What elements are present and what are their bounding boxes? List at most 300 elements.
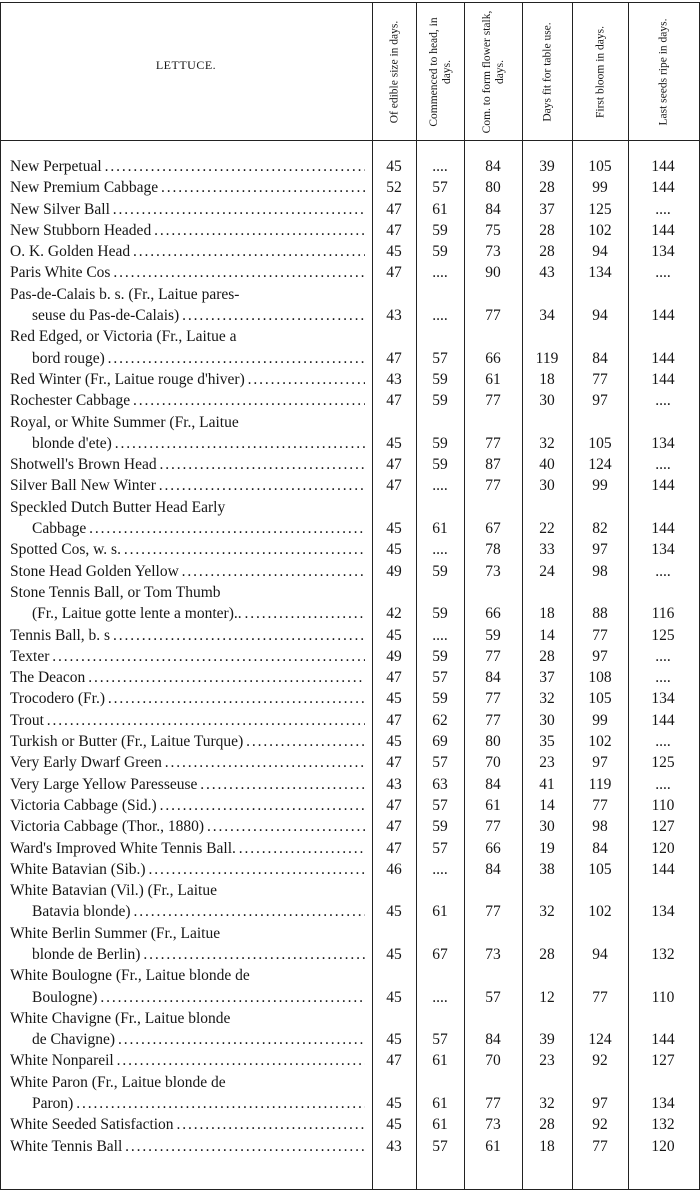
value-cell: 110 (651, 796, 675, 814)
variety-name (10, 859, 365, 880)
value-cell: 47 (386, 754, 402, 772)
variety-name (10, 1050, 365, 1071)
value-cell: 77 (592, 988, 608, 1006)
value-cell: .... (432, 541, 448, 559)
value-cell: 57 (432, 349, 448, 367)
value-cell: 12 (539, 988, 555, 1006)
value-cell: 47 (386, 669, 402, 687)
leader-dots (158, 179, 365, 196)
leader-dots (151, 222, 365, 239)
value-cell: 47 (386, 456, 402, 474)
variety-name-line: Boulogne) (32, 988, 98, 1006)
value-cell: 28 (539, 179, 555, 197)
variety-name (10, 262, 365, 283)
variety-name (10, 497, 365, 540)
value-cell: 92 (592, 1052, 608, 1070)
value-cell: 18 (539, 605, 555, 623)
value-cell: 84 (485, 669, 501, 687)
variety-name-line: (Fr., Laitue gotte lente a monter).. (32, 605, 242, 623)
value-cell: 108 (588, 669, 612, 687)
value-cell: 34 (539, 307, 555, 325)
value-cell: 61 (432, 200, 448, 218)
value-cell: 57 (432, 754, 448, 772)
variety-name (10, 923, 365, 966)
variety-name (10, 284, 365, 327)
value-cell: .... (432, 626, 448, 644)
variety-name-line: Paron) (32, 1095, 74, 1113)
value-cell: 77 (485, 477, 501, 495)
column-header: Days fit for table use. (541, 22, 553, 122)
leader-dots (162, 754, 365, 771)
value-cell: 119 (535, 349, 559, 367)
value-cell: 119 (588, 775, 612, 793)
variety-name-line: White Paron (Fr., Laitue blonde de (10, 1073, 226, 1091)
value-cell: 61 (432, 1116, 448, 1134)
value-cell: 134 (651, 690, 675, 708)
value-cell: 59 (485, 626, 501, 644)
value-cell: 144 (651, 179, 675, 197)
value-cell: 45 (386, 1095, 402, 1113)
value-cell: 19 (539, 839, 555, 857)
variety-name-line: Red Edged, or Victoria (Fr., Laitue a (10, 328, 237, 346)
leader-dots (44, 712, 365, 729)
value-cell: 14 (539, 626, 555, 644)
value-cell: 77 (485, 690, 501, 708)
value-cell: 57 (432, 179, 448, 197)
value-cell: 105 (588, 860, 612, 878)
value-cell: 73 (485, 243, 501, 261)
value-cell: 47 (386, 200, 402, 218)
value-cell: 47 (386, 264, 402, 282)
variety-name (10, 646, 365, 667)
variety-name-line: Pas-de-Calais b. s. (Fr., Laitue pares- (10, 285, 240, 303)
value-cell: 59 (432, 562, 448, 580)
value-cell: 124 (588, 456, 612, 474)
value-cell: 134 (651, 903, 675, 921)
variety-name-line: White Seeded Satisfaction (10, 1116, 174, 1134)
value-cell: .... (655, 647, 671, 665)
value-cell: 70 (485, 1052, 501, 1070)
table-row (0, 1114, 700, 1135)
variety-name-line: Royal, or White Summer (Fr., Laitue (10, 413, 239, 431)
leader-dots (110, 627, 365, 644)
leader-dots (86, 520, 365, 537)
table-row (0, 369, 700, 390)
value-cell: 125 (651, 626, 675, 644)
value-cell: .... (655, 264, 671, 282)
value-cell: 110 (651, 988, 675, 1006)
variety-name (10, 561, 365, 582)
value-cell: 132 (651, 1116, 675, 1134)
value-cell: 52 (386, 179, 402, 197)
leader-dots (179, 307, 365, 324)
value-cell: 30 (539, 392, 555, 410)
value-cell: 32 (539, 690, 555, 708)
table-row (0, 454, 700, 475)
value-cell: 61 (432, 903, 448, 921)
value-cell: 66 (485, 605, 501, 623)
value-cell: 46 (386, 860, 402, 878)
table-row (0, 774, 700, 795)
value-cell: 45 (386, 988, 402, 1006)
table-row (0, 816, 700, 837)
variety-name (10, 816, 365, 837)
value-cell: 59 (432, 818, 448, 836)
leader-dots (97, 989, 365, 1006)
table-row (0, 390, 700, 411)
value-cell: 43 (539, 264, 555, 282)
table-row (0, 710, 700, 731)
value-cell: 75 (485, 221, 501, 239)
value-cell: .... (432, 860, 448, 878)
variety-name (10, 369, 365, 390)
variety-name-line: Victoria Cabbage (Thor., 1880) (10, 818, 205, 836)
variety-name (10, 1114, 365, 1135)
value-cell: 47 (386, 1052, 402, 1070)
value-cell: 134 (588, 264, 612, 282)
value-cell: 84 (485, 200, 501, 218)
value-cell: 22 (539, 520, 555, 538)
value-cell: 45 (386, 626, 402, 644)
variety-name-line: Spotted Cos, w. s. (10, 541, 121, 559)
value-cell: 127 (651, 818, 675, 836)
value-cell: 90 (485, 264, 501, 282)
value-cell: 125 (588, 200, 612, 218)
value-cell: 78 (485, 541, 501, 559)
variety-name (10, 1136, 365, 1157)
value-cell: 125 (651, 754, 675, 772)
variety-name-line: O. K. Golden Head (10, 243, 131, 261)
value-cell: 77 (592, 796, 608, 814)
value-cell: 35 (539, 733, 555, 751)
value-cell: 94 (592, 243, 608, 261)
table-row (0, 625, 700, 646)
leader-dots (114, 1052, 365, 1069)
variety-name-line: Stone Tennis Ball, or Tom Thumb (10, 583, 221, 601)
value-cell: 45 (386, 520, 402, 538)
value-cell: 134 (651, 1095, 675, 1113)
value-cell: 30 (539, 477, 555, 495)
value-cell: 67 (432, 945, 448, 963)
variety-name (10, 965, 365, 1008)
variety-name-line: Speckled Dutch Butter Head Early (10, 498, 226, 516)
value-cell: .... (655, 775, 671, 793)
value-cell: 102 (588, 903, 612, 921)
value-cell: 77 (485, 307, 501, 325)
variety-name (10, 1072, 365, 1115)
variety-name (10, 412, 365, 455)
leader-dots (130, 243, 365, 260)
variety-name-line: blonde d'ete) (32, 434, 112, 452)
value-cell: 57 (432, 796, 448, 814)
value-cell: 59 (432, 392, 448, 410)
value-cell: .... (432, 307, 448, 325)
value-cell: 47 (386, 711, 402, 729)
value-cell: 61 (432, 520, 448, 538)
value-cell: 84 (485, 860, 501, 878)
value-cell: 144 (651, 158, 675, 175)
leader-dots (49, 648, 365, 665)
value-cell: 77 (592, 370, 608, 388)
value-cell: 144 (651, 221, 675, 239)
value-cell: 45 (386, 903, 402, 921)
variety-name (10, 710, 365, 731)
table-row (0, 561, 700, 582)
variety-name-line: Ward's Improved White Tennis Ball. (10, 839, 236, 857)
value-cell: 39 (539, 1031, 555, 1049)
variety-name-line: Rochester Cabbage (10, 392, 131, 410)
variety-name (10, 752, 365, 773)
variety-name-line: New Stubborn Headed (10, 221, 152, 239)
table-row (0, 220, 700, 241)
bottom-rule (0, 1189, 700, 1190)
value-cell: 28 (539, 221, 555, 239)
value-cell: 77 (485, 392, 501, 410)
variety-name (10, 326, 365, 369)
value-cell: 39 (539, 158, 555, 175)
value-cell: 77 (485, 711, 501, 729)
value-cell: 59 (432, 434, 448, 452)
value-cell: 82 (592, 520, 608, 538)
table-row (0, 326, 700, 369)
value-cell: 66 (485, 839, 501, 857)
value-cell: 47 (386, 818, 402, 836)
variety-name-line: Victoria Cabbage (Sid.) (10, 796, 157, 814)
leader-dots (85, 669, 365, 686)
variety-name-line: Cabbage (32, 520, 87, 538)
variety-name-line: White Boulogne (Fr., Laitue blonde de (10, 967, 250, 985)
value-cell: 18 (539, 370, 555, 388)
value-cell: .... (432, 158, 448, 175)
value-cell: 41 (539, 775, 555, 793)
table-row (0, 1136, 700, 1157)
variety-name-line: Stone Head Golden Yellow (10, 562, 179, 580)
table-row (0, 965, 700, 1008)
value-cell: 124 (588, 1031, 612, 1049)
value-cell: 47 (386, 392, 402, 410)
value-cell: 57 (432, 839, 448, 857)
value-cell: 77 (592, 1137, 608, 1155)
value-cell: 30 (539, 711, 555, 729)
value-cell: 120 (651, 839, 675, 857)
value-cell: 97 (592, 647, 608, 665)
value-cell: 32 (539, 434, 555, 452)
value-cell: 28 (539, 647, 555, 665)
value-cell: 77 (485, 647, 501, 665)
value-cell: 61 (432, 1095, 448, 1113)
leader-dots (110, 264, 365, 281)
value-cell: 57 (485, 988, 501, 1006)
value-cell: 59 (432, 647, 448, 665)
value-cell: 144 (651, 860, 675, 878)
value-cell: 45 (386, 434, 402, 452)
table-row (0, 412, 700, 455)
table-row (0, 667, 700, 688)
value-cell: 42 (386, 605, 402, 623)
variety-name (10, 731, 365, 752)
variety-name-line: White Batavian (Vil.) (Fr., Laitue (10, 882, 217, 900)
value-cell: 43 (386, 1137, 402, 1155)
leader-dots (115, 1031, 365, 1048)
value-cell: 69 (432, 733, 448, 751)
leader-dots (174, 1116, 365, 1133)
variety-name-line: de Chavigne) (32, 1031, 116, 1049)
variety-name-line: Texter (10, 647, 50, 665)
value-cell: 32 (539, 1095, 555, 1113)
value-cell: 62 (432, 711, 448, 729)
value-cell: .... (432, 988, 448, 1006)
value-cell: 80 (485, 733, 501, 751)
value-cell: 61 (485, 370, 501, 388)
column-header: Last seeds ripe in days. (657, 18, 670, 126)
value-cell: .... (432, 477, 448, 495)
value-cell: 84 (485, 775, 501, 793)
leader-dots (110, 201, 365, 218)
table-row (0, 688, 700, 709)
value-cell: 144 (651, 349, 675, 367)
value-cell: 40 (539, 456, 555, 474)
variety-name-line: Trocodero (Fr.) (10, 690, 106, 708)
variety-name-line: White Batavian (Sib.) (10, 860, 146, 878)
value-cell: 144 (651, 307, 675, 325)
value-cell: 59 (432, 690, 448, 708)
value-cell: 94 (592, 945, 608, 963)
column-header: Com. to form flower stalk, days. (480, 10, 506, 134)
column-header: Commenced to head, in days. (427, 17, 453, 127)
column-header: Of edible size in days. (388, 20, 400, 124)
value-cell: 63 (432, 775, 448, 793)
leader-dots (105, 350, 365, 367)
table-row (0, 177, 700, 198)
variety-name-line: New Perpetual (10, 158, 102, 175)
variety-name-line: The Deacon (10, 669, 86, 687)
value-cell: 45 (386, 243, 402, 261)
value-cell: 77 (485, 818, 501, 836)
value-cell: .... (655, 562, 671, 580)
table-row (0, 646, 700, 667)
value-cell: 144 (651, 520, 675, 538)
value-cell: 84 (592, 839, 608, 857)
leader-dots (157, 456, 365, 473)
table-row (0, 838, 700, 859)
value-cell: 30 (539, 818, 555, 836)
value-cell: 57 (432, 1137, 448, 1155)
table-row (0, 241, 700, 262)
variety-name-line: New Premium Cabbage (10, 179, 159, 197)
value-cell: 43 (386, 775, 402, 793)
variety-name (10, 539, 365, 560)
value-cell: 59 (432, 221, 448, 239)
leader-dots (73, 1095, 365, 1112)
value-cell: 45 (386, 541, 402, 559)
value-cell: 77 (485, 1095, 501, 1113)
value-cell: 24 (539, 562, 555, 580)
value-cell: 87 (485, 456, 501, 474)
value-cell: 45 (386, 1031, 402, 1049)
value-cell: 28 (539, 243, 555, 261)
value-cell: 23 (539, 1052, 555, 1070)
leader-dots (236, 840, 365, 857)
variety-name-line: New Silver Ball (10, 200, 110, 218)
table-row (0, 475, 700, 496)
value-cell: 61 (485, 796, 501, 814)
variety-name (10, 475, 365, 496)
value-cell: 49 (386, 647, 402, 665)
variety-name-line: Trout (10, 711, 44, 729)
table-row (0, 859, 700, 880)
value-cell: 45 (386, 945, 402, 963)
variety-name (10, 625, 365, 646)
value-cell: 67 (485, 520, 501, 538)
value-cell: 73 (485, 1116, 501, 1134)
value-cell: 18 (539, 1137, 555, 1155)
value-cell: 28 (539, 945, 555, 963)
value-cell: 59 (432, 605, 448, 623)
value-cell: .... (655, 669, 671, 687)
variety-name-line: Red Winter (Fr., Laitue rouge d'hiver) (10, 370, 245, 388)
variety-name (10, 582, 365, 625)
leader-dots (140, 946, 365, 963)
value-cell: 43 (386, 370, 402, 388)
table-row (0, 731, 700, 752)
variety-name (10, 220, 365, 241)
value-cell: 66 (485, 349, 501, 367)
value-cell: 88 (592, 605, 608, 623)
value-cell: 144 (651, 370, 675, 388)
variety-name (10, 838, 365, 859)
header-bottom-rule (0, 140, 700, 141)
value-cell: 116 (651, 605, 675, 623)
table-row (0, 1008, 700, 1051)
leader-dots (243, 733, 365, 750)
value-cell: 45 (386, 733, 402, 751)
value-cell: 94 (592, 307, 608, 325)
variety-name-line: White Tennis Ball (10, 1137, 123, 1155)
variety-name-line: blonde de Berlin) (32, 945, 141, 963)
top-rule (0, 2, 700, 3)
variety-name (10, 390, 365, 411)
table-row (0, 1050, 700, 1071)
value-cell: 38 (539, 860, 555, 878)
leader-dots (112, 435, 365, 452)
value-cell: 37 (539, 669, 555, 687)
leader-dots (121, 541, 365, 558)
leader-dots (156, 477, 365, 494)
value-cell: 47 (386, 477, 402, 495)
value-cell: 45 (386, 158, 402, 175)
variety-name (10, 177, 365, 198)
variety-name-line: Turkish or Butter (Fr., Laitue Turque) (10, 733, 244, 751)
value-cell: 102 (588, 221, 612, 239)
value-cell: .... (432, 264, 448, 282)
value-cell: 97 (592, 754, 608, 772)
value-cell: 144 (651, 477, 675, 495)
value-cell: 49 (386, 562, 402, 580)
value-cell: 127 (651, 1052, 675, 1070)
value-cell: .... (655, 456, 671, 474)
value-cell: 33 (539, 541, 555, 559)
value-cell: 99 (592, 711, 608, 729)
value-cell: 47 (386, 349, 402, 367)
value-cell: 134 (651, 541, 675, 559)
value-cell: 77 (485, 903, 501, 921)
leader-dots (130, 392, 365, 409)
table-body (0, 156, 700, 1157)
value-cell: 97 (592, 392, 608, 410)
value-cell: 97 (592, 1095, 608, 1113)
value-cell: 57 (432, 1031, 448, 1049)
value-cell: 134 (651, 434, 675, 452)
